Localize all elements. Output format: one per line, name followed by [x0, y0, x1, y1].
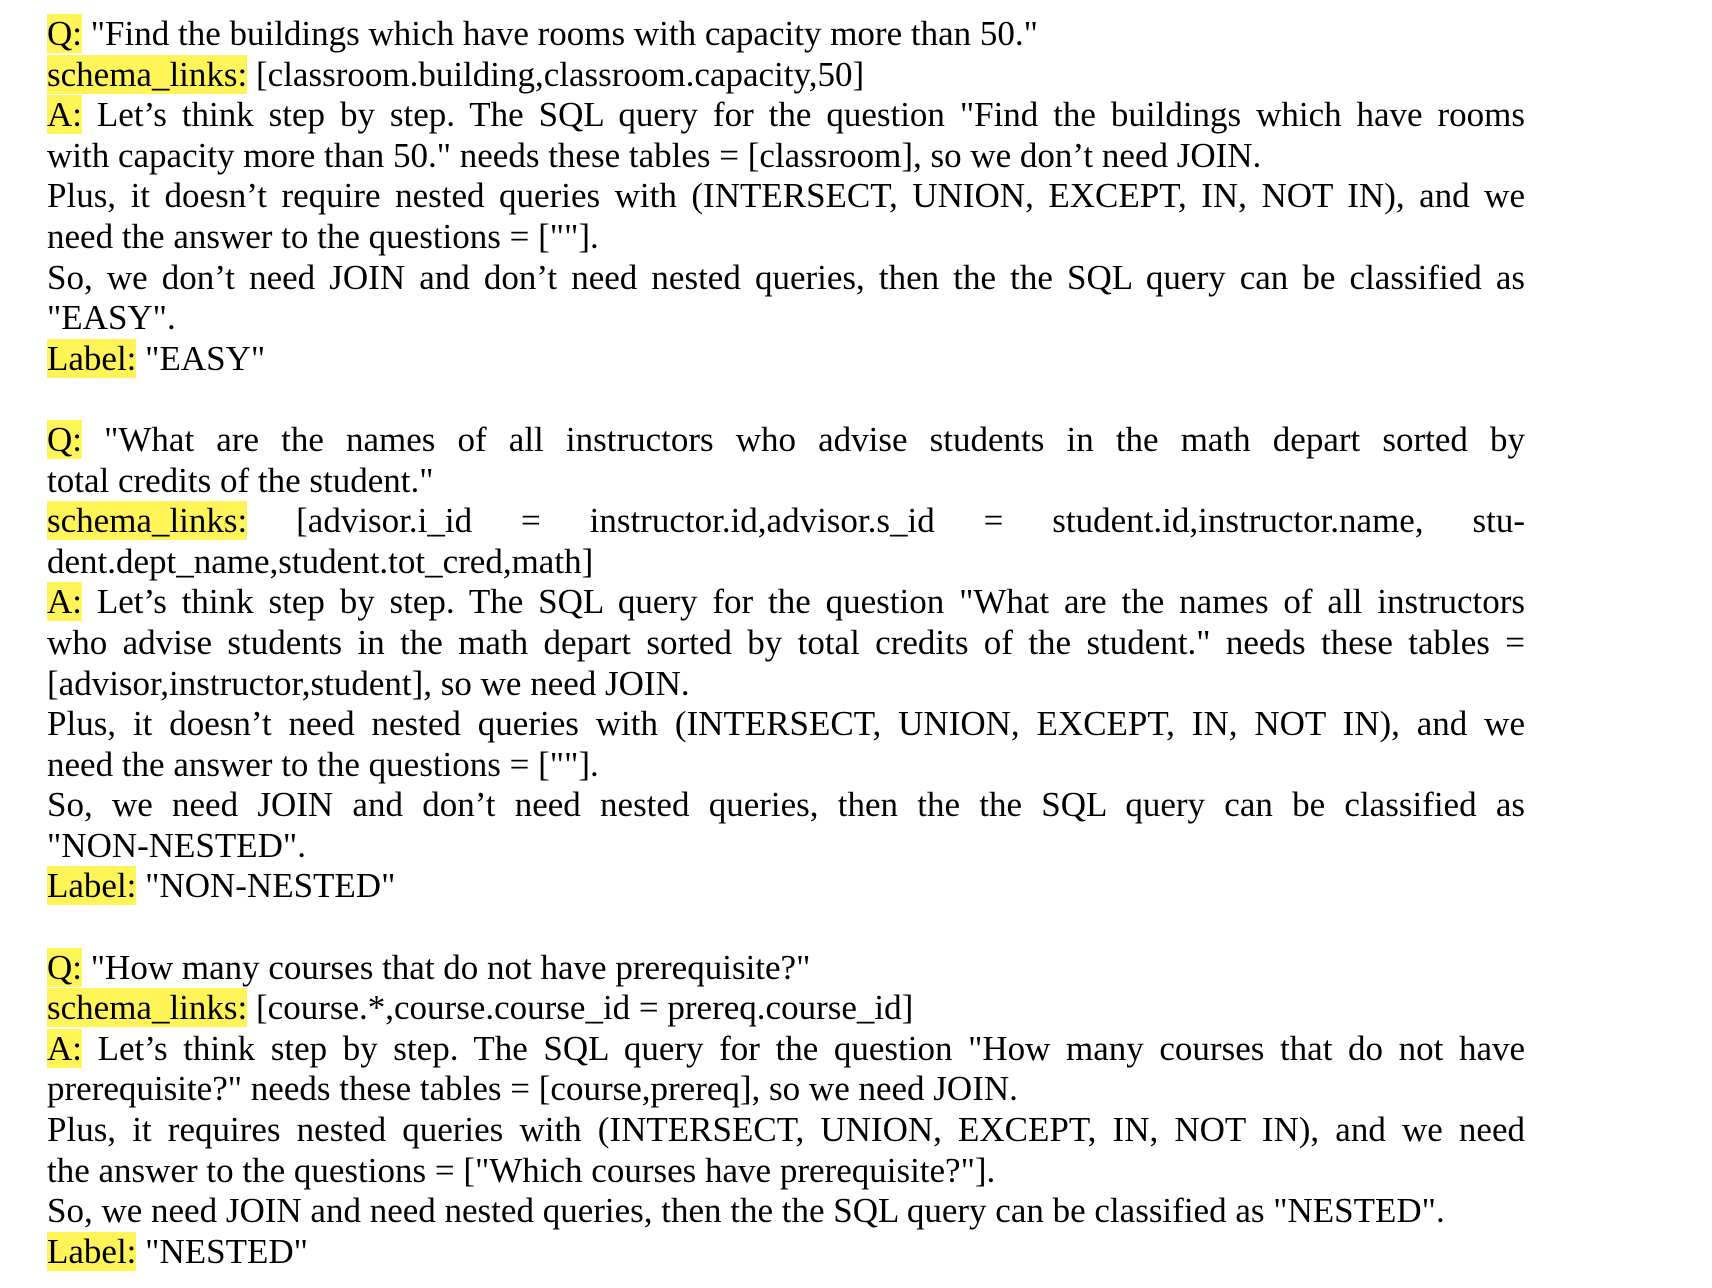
- label-line: [47, 1232, 1525, 1273]
- answer-line: prerequisite?" needs these tables = [course,prereq], so we need JOIN.: [47, 1069, 1018, 1109]
- answer-line: So, we need JOIN and need nested queries, then the the SQL query can be classified as "NESTED".: [47, 1191, 1445, 1231]
- example-1: [47, 14, 1525, 379]
- label-line: [47, 866, 1525, 907]
- example-2: [47, 420, 1525, 907]
- answer-line: Plus, it doesn’t require nested queries with (INTERSECT, UNION, EXCEPT, IN, NOT IN), and we: [47, 176, 1525, 216]
- question-text: "What are the names of all instructors who advise students in the math depart sorted by: [104, 419, 1525, 459]
- schema-links-label: schema_links:: [47, 54, 248, 94]
- question-text: "How many courses that do not have prerequisite?": [90, 947, 811, 987]
- question-label: Q:: [47, 419, 82, 459]
- question-line: [47, 14, 1525, 55]
- label-value: "NESTED": [145, 1231, 308, 1271]
- schema-links-text: [advisor.i_id = instructor.id,advisor.s_id = student.id,instructor.name, stu-: [296, 501, 1525, 541]
- schema-links-text: [course.*,course.course_id = prereq.course_id]: [256, 988, 914, 1028]
- answer-line: "NON-NESTED".: [47, 825, 306, 865]
- answer-label: A:: [47, 582, 82, 622]
- question-label: Q:: [47, 14, 82, 53]
- answer-text: Let’s think step by step. The SQL query for the question "How many courses that do not have: [97, 1028, 1526, 1068]
- schema-links-line: [47, 55, 1525, 96]
- answer-line: So, we need JOIN and don’t need nested queries, then the the SQL query can be classified as: [47, 785, 1525, 825]
- answer-line: So, we don’t need JOIN and don’t need nested queries, then the the SQL query can be classified as: [47, 257, 1525, 297]
- label-label: Label:: [47, 1231, 137, 1271]
- question-line: total credits of the student.": [47, 460, 434, 500]
- label-value: "EASY": [145, 338, 266, 378]
- answer-text: Let’s think step by step. The SQL query for the question "Find the buildings which have rooms: [96, 95, 1526, 135]
- answer-line: [47, 1029, 1525, 1070]
- answer-label: A:: [47, 95, 82, 135]
- answer-line: [47, 95, 1525, 136]
- schema-links-label: schema_links:: [47, 501, 248, 541]
- answer-line: with capacity more than 50." needs these tables = [classroom], so we don’t need JOIN.: [47, 135, 1262, 175]
- answer-line: Plus, it requires nested queries with (INTERSECT, UNION, EXCEPT, IN, NOT IN), and we need: [47, 1110, 1525, 1150]
- answer-text: Let’s think step by step. The SQL query for the question "What are the names of all instructors: [96, 582, 1526, 622]
- answer-line: who advise students in the math depart sorted by total credits of the student." needs these tables =: [47, 622, 1525, 662]
- label-value: "NON-NESTED": [145, 866, 396, 906]
- schema-links-line: [47, 501, 1525, 542]
- answer-line: need the answer to the questions = [""].: [47, 216, 599, 256]
- question-text: "Find the buildings which have rooms with capacity more than 50.": [90, 14, 1038, 53]
- document-page: [47, 14, 1525, 1272]
- answer-label: A:: [47, 1028, 82, 1068]
- label-label: Label:: [47, 866, 137, 906]
- label-line: [47, 339, 1525, 380]
- question-label: Q:: [47, 947, 82, 987]
- schema-links-line: dent.dept_name,student.tot_cred,math]: [47, 541, 594, 581]
- answer-line: the answer to the questions = ["Which courses have prerequisite?"].: [47, 1150, 996, 1190]
- question-line: [47, 420, 1525, 461]
- answer-line: [47, 582, 1525, 623]
- answer-line: "EASY".: [47, 298, 176, 338]
- schema-links-label: schema_links:: [47, 988, 248, 1028]
- question-line: [47, 948, 1525, 989]
- example-3: [47, 948, 1525, 1273]
- label-label: Label:: [47, 338, 137, 378]
- answer-line: need the answer to the questions = [""].: [47, 744, 599, 784]
- schema-links-line: [47, 988, 1525, 1029]
- schema-links-text: [classroom.building,classroom.capacity,50]: [256, 54, 865, 94]
- answer-line: [advisor,instructor,student], so we need JOIN.: [47, 663, 690, 703]
- answer-line: Plus, it doesn’t need nested queries with (INTERSECT, UNION, EXCEPT, IN, NOT IN), and we: [47, 704, 1525, 744]
